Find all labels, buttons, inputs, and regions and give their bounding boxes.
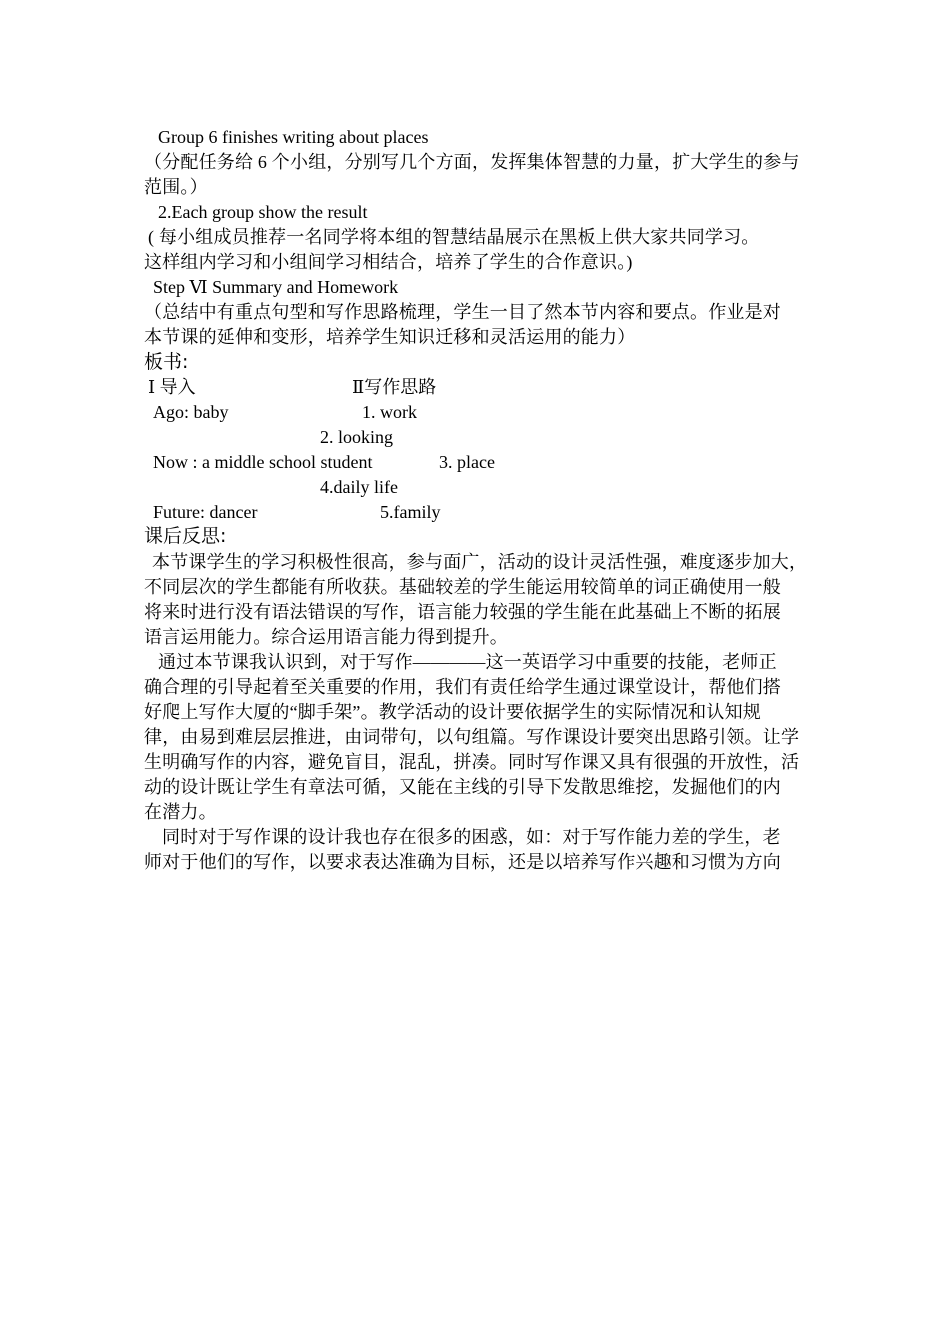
board-future: Future: dancer bbox=[153, 502, 258, 522]
board-item-4: 4.daily life bbox=[320, 477, 398, 497]
reflection-p1-line-4: 语言运用能力。综合运用语言能力得到提升。 bbox=[144, 627, 508, 647]
reflection-p2-line-7: 在潜力。 bbox=[144, 802, 217, 822]
reflection-p2-line-2: 确合理的引导起着至关重要的作用，我们有责任给学生通过课堂设计，帮他们搭 bbox=[144, 677, 781, 697]
text-line-each-group: 2.Each group show the result bbox=[158, 202, 368, 222]
reflection-p1-line-2: 不同层次的学生都能有所收获。基础较差的学生能运用较简单的词正确使用一般 bbox=[144, 577, 781, 597]
reflection-p2-line-4: 律，由易到难层层推进，由词带句，以句组篇。写作课设计要突出思路引领。让学 bbox=[144, 727, 800, 747]
reflection-p2-line-6: 动的设计既让学生有章法可循，又能在主线的引导下发散思维挖，发掘他们的内 bbox=[144, 777, 781, 797]
reflection-p1-line-1: 本节课学生的学习积极性很高，参与面广，活动的设计灵活性强，难度逐步加大， bbox=[152, 552, 808, 572]
reflection-p2-line-3: 好爬上写作大厦的“脚手架”。教学活动的设计要依据学生的实际情况和认知规 bbox=[144, 702, 761, 722]
text-line-task-note: （分配任务给 6 个小组，分别写几个方面，发挥集体智慧的力量，扩大学生的参与 bbox=[144, 152, 800, 172]
reflection-heading: 课后反思: bbox=[144, 525, 227, 547]
reflection-p2-line-1: 通过本节课我认识到，对于写作————这一英语学习中重要的技能，老师正 bbox=[158, 652, 777, 672]
text-line-step6: Step Ⅵ Summary and Homework bbox=[153, 277, 399, 297]
text-line-summary-note-cont: 本节课的延伸和变形，培养学生知识迁移和灵活运用的能力） bbox=[144, 327, 636, 347]
text-line-summary-note: （总结中有重点句型和写作思路梳理，学生一目了然本节内容和要点。作业是对 bbox=[144, 302, 781, 322]
board-item-5: 5.family bbox=[380, 502, 441, 522]
text-line-group-note-cont: 这样组内学习和小组间学习相结合，培养了学生的合作意识。) bbox=[144, 252, 633, 272]
text-line-group6: Group 6 finishes writing about places bbox=[158, 127, 429, 147]
board-item-1: 1. work bbox=[362, 402, 417, 422]
board-col2-title: Ⅱ写作思路 bbox=[352, 377, 437, 397]
text-line-task-note-cont: 范围。） bbox=[144, 177, 208, 197]
reflection-p3-line-2: 师对于他们的写作，以要求表达准确为目标，还是以培养写作兴趣和习惯为方向 bbox=[144, 852, 781, 872]
board-ago: Ago: baby bbox=[153, 402, 229, 422]
reflection-p3-line-1: 同时对于写作课的设计我也存在很多的困惑，如：对于写作能力差的学生，老 bbox=[162, 827, 781, 847]
reflection-p1-line-3: 将来时进行没有语法错误的写作，语言能力较强的学生能在此基础上不断的拓展 bbox=[144, 602, 781, 622]
board-col1-title: Ⅰ 导入 bbox=[148, 377, 196, 397]
board-item-2: 2. looking bbox=[320, 427, 394, 447]
board-item-3: 3. place bbox=[439, 452, 495, 472]
reflection-p2-line-5: 生明确写作的内容，避免盲目，混乱，拼凑。同时写作课又具有很强的开放性，活 bbox=[144, 752, 800, 772]
text-line-group-note: ( 每小组成员推荐一名同学将本组的智慧结晶展示在黑板上供大家共同学习。 bbox=[148, 227, 760, 247]
board-now: Now : a middle school student bbox=[153, 452, 373, 472]
board-heading: 板书: bbox=[144, 351, 189, 373]
